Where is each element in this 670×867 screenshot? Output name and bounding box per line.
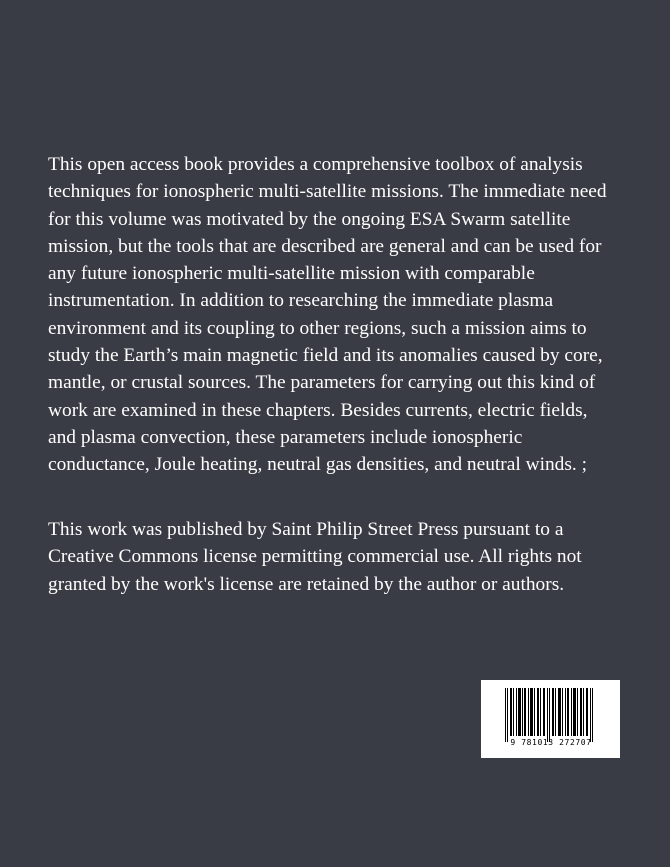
barcode-icon — [505, 688, 595, 742]
isbn-number: 9 781013 272707 — [510, 738, 592, 747]
isbn-barcode — [481, 680, 620, 758]
publisher-notice: This work was published by Saint Philip Street Press pursuant to a Creative Commons license permitting commercial use. All rights not granted by the work's license are retained by the author or authors. — [48, 519, 582, 595]
book-description: This open access book provides a comprehensive toolbox of analysis techniques for ionospheric multi-satellite missions. The immediate need for this volume was motivated by the ongoing ESA Swarm satellite mission, but the tools that are described are general and can be used for any future ionospheric multi-satellite mission with comparable instrumentation. In addition to researching the immediate plasma environment and its coupling to other regions, such a mission aims to study the Earth’s main magnetic field and its anomalies caused by core, mantle, or crustal sources. The parameters for carrying out this kind of work are examined in these chapters. Besides currents, electric fields, and plasma convection, these parameters include ionospheric conductance, Joule heating, neutral gas densities, and neutral winds. ; — [48, 154, 607, 476]
